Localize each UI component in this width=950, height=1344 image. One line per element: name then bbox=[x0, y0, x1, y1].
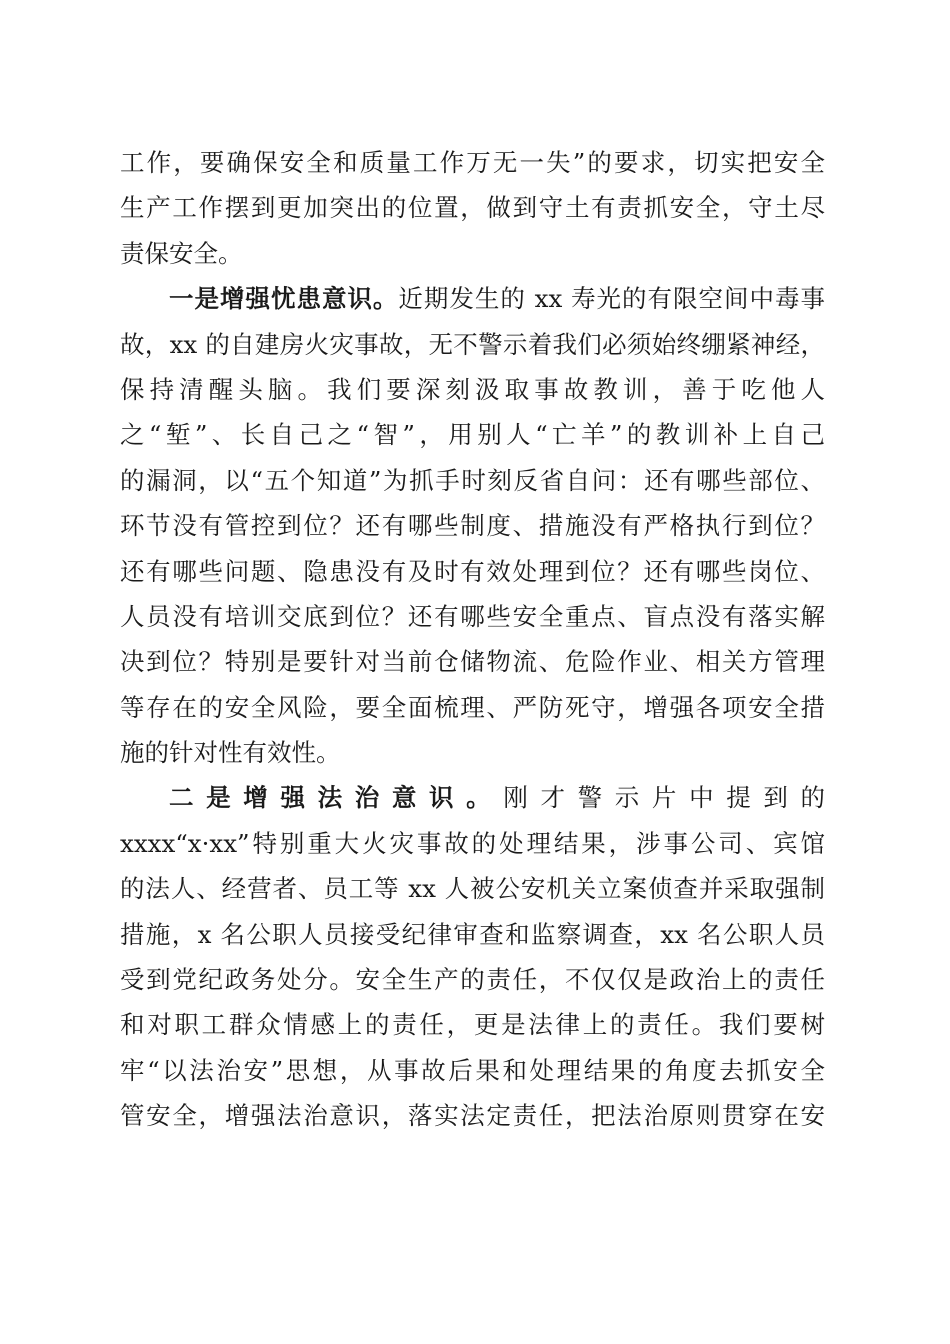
text-line: 保持清醒头脑。我们要深刻汲取事故教训，善于吃他人 bbox=[120, 374, 825, 404]
text-line: 等存在的安全风险，要全面梳理、严防死守，增强各项安全措 bbox=[120, 692, 825, 722]
paragraph-worry-awareness bbox=[120, 276, 825, 775]
text-run: 刚才警示片中提到的 bbox=[503, 783, 826, 813]
text-line bbox=[120, 775, 825, 820]
text-line: xxxx“x·xx”特别重大火灾事故的处理结果，涉事公司、宾馆 bbox=[120, 828, 825, 858]
text-line: 生产工作摆到更加突出的位置，做到守土有责抓安全，守土尽 bbox=[120, 193, 825, 223]
text-line: 管安全，增强法治意识，落实法定责任，把法治原则贯穿在安 bbox=[120, 1101, 825, 1131]
text-line: 还有哪些问题、隐患没有及时有效处理到位？还有哪些岗位、 bbox=[120, 556, 825, 586]
text-line: 的漏洞，以“五个知道”为抓手时刻反省自问：还有哪些部位、 bbox=[120, 465, 825, 495]
text-line: 措施，x 名公职人员接受纪律审查和监察调查，xx 名公职人员 bbox=[120, 919, 825, 949]
text-line: 和对职工群众情感上的责任，更是法律上的责任。我们要树 bbox=[120, 1010, 825, 1040]
text-run: 近期发生的 xx 寿光的有限空间中毒事 bbox=[398, 284, 825, 314]
text-line: 工作，要确保安全和质量工作万无一失”的要求，切实把安全 bbox=[120, 148, 825, 177]
paragraph-rule-of-law-awareness bbox=[120, 775, 825, 1138]
text-line bbox=[120, 276, 825, 321]
text-line: 决到位？特别是要针对当前仓储物流、危险作业、相关方管理 bbox=[120, 647, 825, 677]
paragraph-heading: 二是增强法治意识。 bbox=[169, 783, 504, 813]
text-line: 环节没有管控到位？还有哪些制度、措施没有严格执行到位？ bbox=[120, 511, 825, 541]
text-line: 责保安全。 bbox=[120, 238, 243, 268]
text-line: 的法人、经营者、员工等 xx 人被公安机关立案侦查并采取强制 bbox=[120, 874, 825, 904]
document-page bbox=[120, 140, 825, 1139]
text-line: 牢“以法治安”思想，从事故后果和处理结果的角度去抓安全 bbox=[120, 1055, 825, 1085]
paragraph-heading: 一是增强忧患意识。 bbox=[169, 284, 399, 314]
text-line: 故，xx 的自建房火灾事故，无不警示着我们必须始终绷紧神经， bbox=[120, 329, 825, 359]
text-line: 之“堑”、长自己之“智”，用别人“亡羊”的教训补上自己 bbox=[120, 420, 825, 450]
text-line: 人员没有培训交底到位？还有哪些安全重点、盲点没有落实解 bbox=[120, 601, 825, 631]
text-line: 施的针对性有效性。 bbox=[120, 738, 341, 768]
paragraph-continuation bbox=[120, 140, 825, 276]
text-line: 受到党纪政务处分。安全生产的责任，不仅仅是政治上的责任 bbox=[120, 965, 825, 995]
